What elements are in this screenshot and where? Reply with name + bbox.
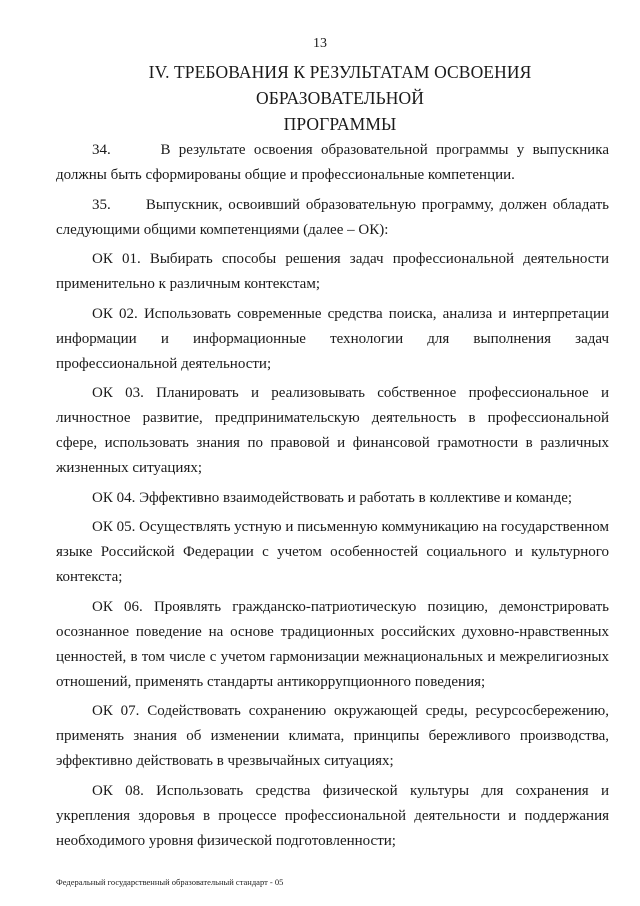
paragraph-text: В результате освоения образовательной программы у выпускника должны быть сформированы общие и профессиональные компетенции. [56,142,610,183]
page-footer: Федеральный государственный образовательный стандарт - 05 [56,877,284,887]
section-heading-line-1: IV. ТРЕБОВАНИЯ К РЕЗУЛЬТАТАМ ОСВОЕНИЯ ОБРАЗОВАТЕЛЬНОЙ [148,62,532,108]
competency-ok-02 [56,302,609,377]
competency-code: ОК 05. [92,519,136,535]
competency-text: Использовать современные средства поиска, анализа и интерпретации информации и информационные технологии для выполнения задач профессиональной деятельности; [56,305,610,372]
paragraph-35 [56,193,609,243]
competency-code: ОК 02. [92,305,138,322]
competency-code: ОК 08. [92,782,144,799]
competency-text: Планировать и реализовывать собственное профессиональное и личностное развитие, предпринимательскую деятельность в профессиональной сфере, использовать знания по правовой и финансовой грамотности в различных жизненных ситуациях; [56,385,609,476]
competency-text: Использовать средства физической культуры для сохранения и укрепления здоровья в процессе профессиональной деятельности и поддержания необходимого уровня физической подготовленности; [56,782,610,849]
competency-ok-01 [56,247,609,297]
competency-code: ОК 07. [92,703,140,719]
paragraph-text: Выпускник, освоивший образовательную программу, должен обладать следующими общими компетенциями (далее – ОК): [56,196,609,238]
competency-ok-07 [56,699,609,774]
competency-text: Осуществлять устную и письменную коммуникацию на государственном языке Российской Федерации с учетом особенностей социального и культурного контекста; [56,519,610,585]
document-body [56,138,609,858]
competency-code: ОК 04. [92,489,136,506]
competency-text: Содействовать сохранению окружающей среды, ресурсосбережению, применять знания об изменении климата, принципы бережливого производства, эффективно действовать в чрезвычайных ситуациях; [56,703,609,769]
competency-ok-08 [56,779,609,854]
competency-code: ОК 03. [92,385,144,401]
competency-text: Выбирать способы решения задач профессиональной деятельности применительно к различным контекстам; [56,251,609,292]
competency-code: ОК 01. [92,251,141,267]
competency-ok-05 [56,515,609,590]
section-heading [70,59,610,137]
competency-text: Проявлять гражданско-патриотическую позицию, демонстрировать осознанное поведение на основе традиционных российских духовно-нравственных ценностей, в том числе с учетом гармонизации межнациональных и межрелигиозных отношений, применять стандарты антикоррупционного поведения; [56,598,609,690]
competency-ok-04 [56,486,609,511]
paragraph-number: 34. [92,142,111,158]
competency-ok-06 [56,595,609,695]
paragraph-34 [56,138,609,188]
competency-code: ОК 06. [92,598,143,615]
competency-ok-03 [56,381,609,481]
page-number: 13 [313,36,327,51]
paragraph-number: 35. [92,196,111,213]
competency-text: Эффективно взаимодействовать и работать в коллективе и команде; [139,489,573,506]
section-heading-line-2: ПРОГРАММЫ [283,114,397,134]
